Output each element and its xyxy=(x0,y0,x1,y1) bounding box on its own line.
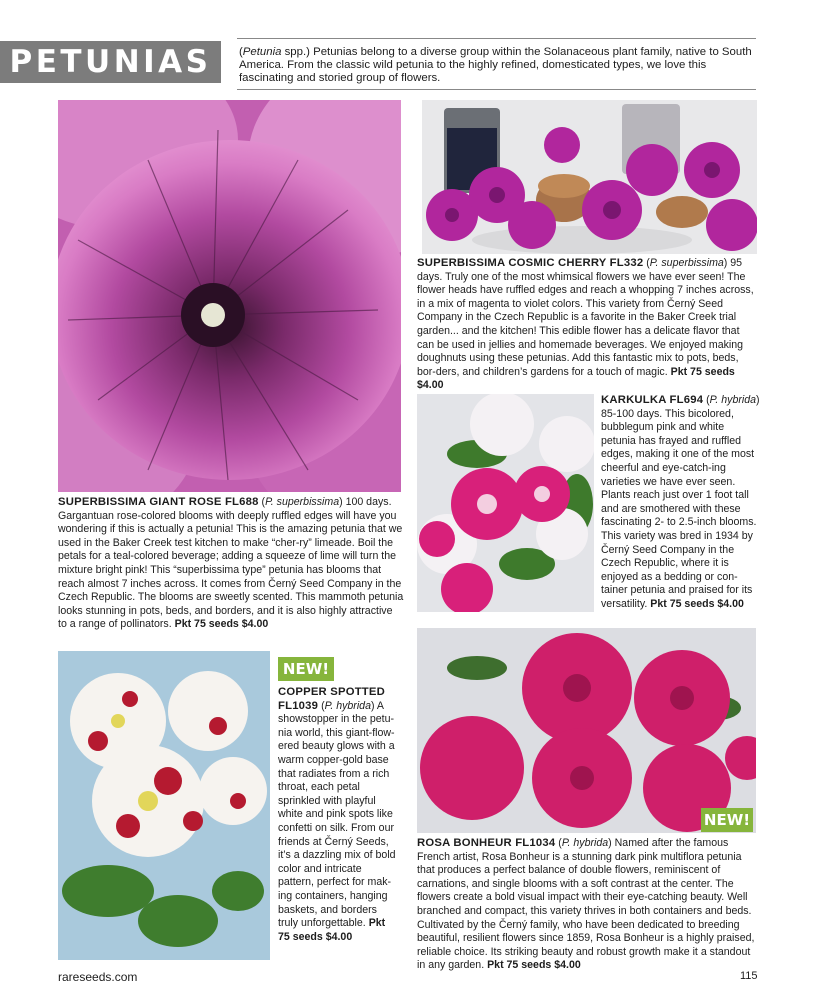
intro-bottom-rule xyxy=(237,89,756,90)
karkulka-title: KARKULKA FL694 xyxy=(601,394,704,406)
giant-rose-title: SUPERBISSIMA GIANT ROSE FL688 xyxy=(58,496,259,508)
page-title: PETUNIAS xyxy=(9,44,212,80)
intro-text: ) Petunias belong to a diverse group within the Solanaceous plant family, native to South America. From the classic wild petunia to the highly refined, domesticated types, we love this fascinating and storied group of flowers. xyxy=(239,46,752,85)
copper-spotted-new-badge: NEW! xyxy=(278,657,334,681)
footer-site: rareseeds.com xyxy=(58,970,138,984)
top-rule xyxy=(237,38,756,39)
intro-sci-suffix: spp. xyxy=(281,46,307,58)
cosmic-cherry-photo xyxy=(422,100,757,254)
copper-spotted-title: COPPER SPOTTED FL1039 xyxy=(278,686,385,712)
copper-spotted-photo xyxy=(58,651,270,960)
rosa-bonheur-body: Named after the famous French artist, Rosa Bonheur is a stunning dark pink multiflora petunia that produces a perfect balance of double flowers, reminiscent of carnations, and single blooms with a soft contrast at the center. The flowers create a bold visual impact with their eye-catching beauty. Well branched and compact, this variety thrives in both containers and beds. Cultivated by the Černý family, who have been dedicated to breeding beautiful, resilient flowers since 1859, Rosa Bonheur is a highly praised, reliable choice. Its striking beauty and robust growth make it a standout in any garden. xyxy=(417,837,755,972)
karkulka-body: 85-100 days. This bicolored, bubblegum pink and white petunia has frayed and ruffled edges, making it one of the most cheerful and eye-catch-ing varieties we have ever seen. Plants reach just over 1 foot tall and are smothered with these fascinating 2- to 2.5-inch blooms. This variety was bred in 1934 by Černý Seed Company in the Czech Republic, where it is enjoyed as a bedding or con-tainer petunia and praised for its versatility. xyxy=(601,407,757,610)
giant-rose-body: 100 days. Gargantuan rose-colored blooms with deeply ruffled edges will have you wondering if this is actually a petunia! This is the amazing petunia that we used in the Baker Creek test kitchen to make “cher-ry” limeade. Boil the petals for a teal-colored beverage; adding a squeeze of lime will turn the mixture bright pink! This “superbissima type” petunia has blooms that reach almost 7 inches across. It comes from Černý Seed Company in the Czech Republic. The blooms are sweetly scented. This mammoth petunia looks stunning in pots, beds, and borders, and it is also highly attractive to a range of pollinators. xyxy=(58,496,404,631)
intro-paragraph: (Petunia spp.) Petunias belong to a diverse group within the Solanaceous plant family, native to South America. From the classic wild petunia to the highly refined, domesticated types, we love this fascinating and storied group of flowers. xyxy=(239,46,752,85)
page-number: 115 xyxy=(740,970,758,982)
karkulka-description: KARKULKA FL694 (P. hybrida) 85-100 days. This bicolored, bubblegum pink and white petunia has frayed and ruffled edges, making it one of the most cheerful and eye-catch-ing varieties we have ever seen. Plants reach just over 1 foot tall and are smothered with these fascinating 2- to 2.5-inch blooms. This variety was bred in 1934 by Černý Seed Company in the Czech Republic, where it is enjoyed as a bedding or con-tainer petunia and praised for its versatility. Pkt 75 seeds $4.00 xyxy=(601,394,760,610)
copper-spotted-description: COPPER SPOTTED FL1039 (P. hybrida) A showstopper in the petu-nia world, this giant-flow-ered beauty glows with a warm copper-gold base that radiates from a rich throat, each petal sprinkled with playful white and pink spots like confetti on silk. From our friends at Černý Seeds, it’s a dazzling mix of bold color and intricate pattern, perfect for mak-ing containers, hanging baskets, and borders truly unforgettable. Pkt 75 seeds $4.00 xyxy=(278,686,396,943)
rosa-bonheur-description: ROSA BONHEUR FL1034 (P. hybrida) Named after the famous French artist, Rosa Bonheur is a stunning dark pink multiflora petunia that produces a perfect balance of double flowers, reminiscent of carnations, and single blooms with a soft contrast at the center. The flowers create a bold visual impact with their eye-catching beauty. Well branched and compact, this variety thrives in both containers and beds. Cultivated by the Černý family, who have been dedicated to breeding beautiful, resilient flowers since 1859, Rosa Bonheur is a highly praised, reliable choice. Its striking beauty and robust growth make it a standout in any garden. Pkt 75 seeds $4.00 xyxy=(417,837,755,972)
rosa-bonheur-title: ROSA BONHEUR FL1034 xyxy=(417,837,556,849)
cosmic-cherry-price: Pkt 75 seeds $4.00 xyxy=(417,365,735,392)
karkulka-price: Pkt 75 seeds $4.00 xyxy=(650,597,744,610)
intro-sci-name: Petunia xyxy=(242,46,282,58)
giant-rose-description: SUPERBISSIMA GIANT ROSE FL688 (P. superbissima) 100 days. Gargantuan rose-colored blooms with deeply ruffled edges will have you wondering if this is actually a petunia! This is the amazing petunia that we used in the Baker Creek test kitchen to make “cher-ry” limeade. Boil the petals for a teal-colored beverage; adding a squeeze of lime will turn the mixture bright pink! This “superbissima type” petunia has blooms that reach almost 7 inches across. It comes from Černý Seed Company in the Czech Republic. The blooms are sweetly scented. This mammoth petunia looks stunning in pots, beds, and borders, and it is also highly attractive to a range of pollinators. Pkt 75 seeds $4.00 xyxy=(58,496,404,631)
copper-spotted-price: Pkt 75 seeds $4.00 xyxy=(278,917,386,943)
cosmic-cherry-species: P. superbissima xyxy=(649,257,724,269)
rosa-bonheur-species: P. hybrida xyxy=(561,837,609,849)
cosmic-cherry-title: SUPERBISSIMA COSMIC CHERRY FL332 xyxy=(417,257,644,269)
copper-spotted-body: A showstopper in the petu-nia world, this giant-flow-ered beauty glows with a warm copper-gold base that radiates from a rich throat, each petal sprinkled with playful white and pink spots like confetti on silk. From our friends at Černý Seeds, it’s a dazzling mix of bold color and intricate pattern, perfect for mak-ing containers, hanging baskets, and borders truly unforgettable. xyxy=(278,699,396,930)
copper-spotted-species: P. hybrida xyxy=(324,699,371,712)
giant-rose-photo xyxy=(58,100,401,492)
karkulka-species: P. hybrida xyxy=(709,394,757,406)
giant-rose-species: P. superbissima xyxy=(265,496,340,508)
rosa-bonheur-photo xyxy=(417,628,756,833)
rosa-bonheur-price: Pkt 75 seeds $4.00 xyxy=(487,959,581,972)
giant-rose-price: Pkt 75 seeds $4.00 xyxy=(174,618,269,631)
cosmic-cherry-body: 95 days. Truly one of the most whimsical flowers we have ever seen! The flower heads have ruffled edges and reach a whopping 7 inches across, in a mix of magenta to violet colors. This variety from Černý Seed Company in the Czech Republic is a favorite in the Baker Creek trial garden... and the kitchen! This edible flower has a delicate flavor that can be used in jellies and homemade beverages. We enjoyed making doughnuts using these petunias. Add this fantastic mix to pots, beds, bor-ders, and children’s gardens for a touch of magic. xyxy=(417,257,754,378)
rosa-bonheur-new-badge: NEW! xyxy=(701,808,753,832)
cosmic-cherry-description: SUPERBISSIMA COSMIC CHERRY FL332 (P. superbissima) 95 days. Truly one of the most whimsical flowers we have ever seen! The flower heads have ruffled edges and reach a whopping 7 inches across, in a mix of magenta to violet colors. This variety from Černý Seed Company in the Czech Republic is a favorite in the Baker Creek trial garden... and the kitchen! This edible flower has a delicate flavor that can be used in jellies and homemade beverages. We enjoyed making doughnuts using these petunias. Add this fantastic mix to pots, beds, bor-ders, and children’s gardens for a touch of magic. Pkt 75 seeds $4.00 xyxy=(417,257,754,392)
karkulka-photo xyxy=(417,394,594,612)
